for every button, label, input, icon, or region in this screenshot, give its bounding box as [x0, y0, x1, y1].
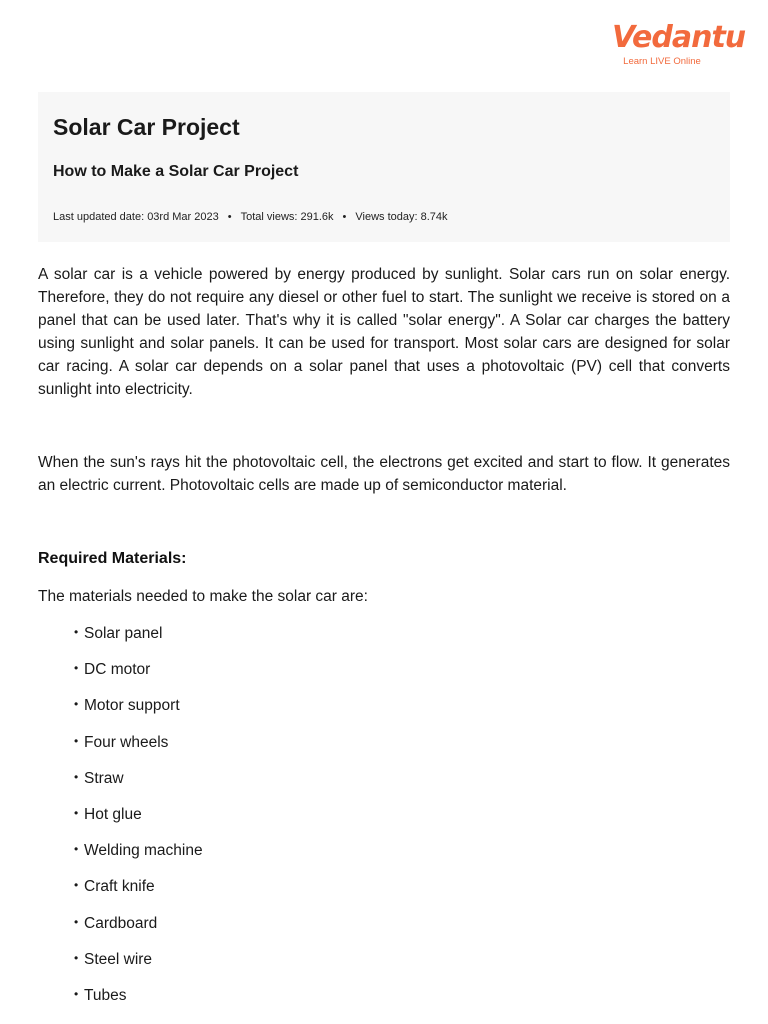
list-item-text: Tubes	[84, 986, 127, 1004]
list-item-text: Solar panel	[84, 625, 163, 642]
list-item-text: Welding machine	[84, 842, 203, 860]
bullet-icon: •	[74, 661, 79, 676]
photovoltaic-paragraph: When the sun's rays hit the photovoltaic cell, the electrons get excited and start to flow. It generates an electric current. Photovoltaic cells are made up of semiconductor material.	[38, 454, 730, 494]
page-meta	[53, 209, 448, 225]
bullet-icon: •	[74, 914, 79, 929]
vedantu-logo	[612, 20, 746, 68]
list-item	[74, 838, 730, 874]
list-item-text: DC motor	[84, 661, 151, 679]
list-item-text: Motor support	[84, 697, 180, 715]
intro-paragraph: A solar car is a vehicle powered by energy produced by sunlight. Solar cars run on solar energy. Therefore, they do not require any diesel or other fuel to start. The sunlight we receive is stored on a panel that can be used later. That's why it is called "solar energy". A Solar car charges the battery using sunlight and solar panels. It can be used for transport. Most solar cars are designed for solar car racing. A solar car depends on a solar panel that uses a photovoltaic (PV) cell that converts sunlight into electricity.	[38, 266, 730, 398]
list-item-text: Cardboard	[84, 914, 158, 932]
page-title: Solar Car Project	[53, 114, 240, 140]
bullet-icon: •	[74, 950, 79, 965]
views-today: Views today: 8.74k	[355, 211, 448, 223]
logo-tagline: Learn LIVE Online	[623, 56, 701, 67]
list-item	[74, 911, 730, 947]
materials-heading: Required Materials:	[38, 550, 187, 567]
article-content	[38, 263, 730, 1019]
meta-separator: •	[227, 211, 232, 223]
list-item	[74, 730, 730, 766]
list-item-text: Straw	[84, 769, 124, 787]
list-item	[74, 621, 730, 657]
list-item-text: Four wheels	[84, 733, 169, 751]
bullet-icon: •	[74, 697, 79, 712]
list-item	[74, 693, 730, 729]
list-item-text: Craft knife	[84, 878, 155, 896]
bullet-icon: •	[74, 878, 79, 893]
bullet-icon: •	[74, 842, 79, 857]
list-item	[74, 983, 730, 1019]
bullet-icon: •	[74, 986, 79, 1001]
bullet-icon: •	[74, 625, 79, 639]
last-updated-date: Last updated date: 03rd Mar 2023	[53, 211, 219, 223]
list-item-text: Steel wire	[84, 950, 153, 968]
list-item	[74, 947, 730, 983]
logo-wordmark: Vedantu	[612, 20, 746, 55]
materials-intro: The materials needed to make the solar car are:	[38, 588, 368, 605]
list-item	[74, 766, 730, 802]
list-item-text: Hot glue	[84, 805, 142, 823]
page-subtitle: How to Make a Solar Car Project	[53, 163, 299, 180]
total-views: Total views: 291.6k	[240, 211, 334, 223]
list-item	[74, 874, 730, 910]
list-item	[74, 657, 730, 693]
materials-list	[38, 621, 730, 1019]
bullet-icon: •	[74, 769, 79, 784]
list-item	[74, 802, 730, 838]
meta-separator: •	[342, 211, 347, 223]
bullet-icon: •	[74, 733, 79, 748]
bullet-icon: •	[74, 805, 79, 820]
